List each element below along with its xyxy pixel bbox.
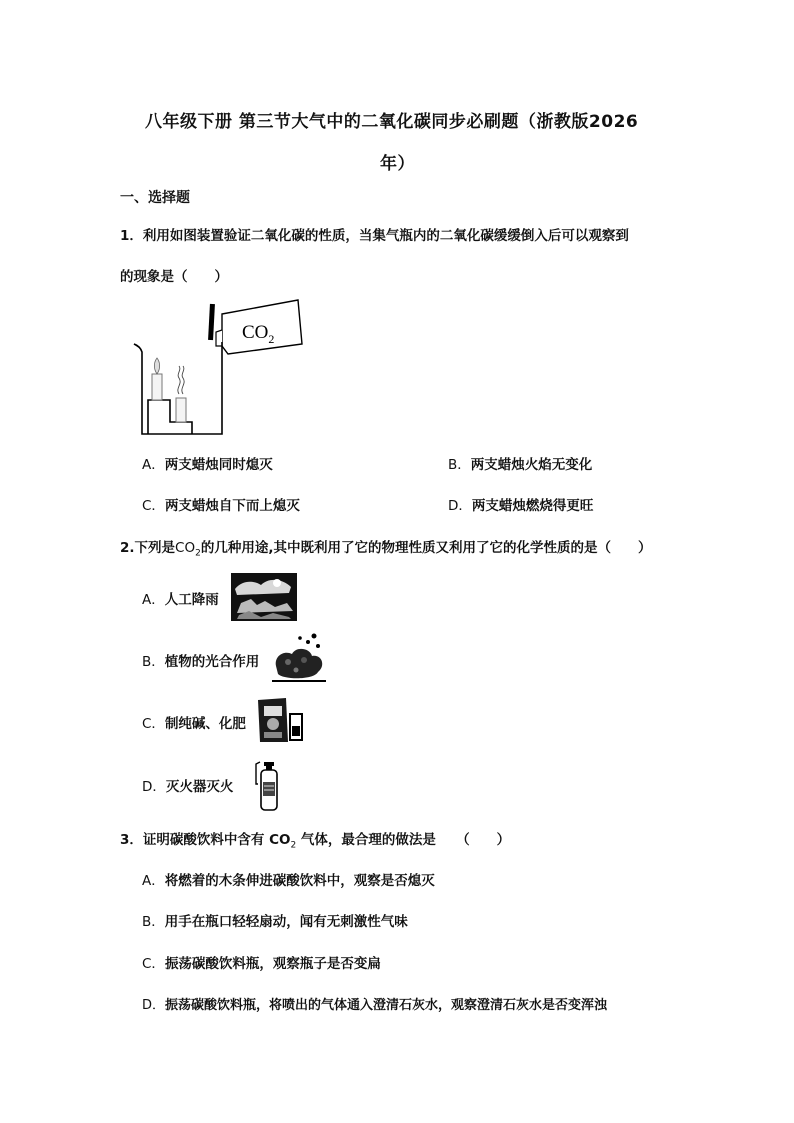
- candle-beaker-figure: [130, 296, 310, 441]
- upper-candle: [152, 374, 162, 400]
- question-2-stem: 2.下列是$CO_2$的几种用途,其中既利用了它的物理性质又利用了它的化学性质的是（ ）: [120, 540, 652, 559]
- q1-option-a[interactable]: A．两支蜡烛同时熄灭: [142, 457, 273, 473]
- question-1-stem: 1．利用如图装置验证二氧化碳的性质，当集气瓶内的二氧化碳缓缓倒入后可以观察到: [120, 228, 629, 244]
- co2-label: $CO_2$: [242, 322, 275, 346]
- q2-option-d[interactable]: D．灭火器灭火: [142, 779, 234, 795]
- q1-option-b[interactable]: B．两支蜡烛火焰无变化: [448, 457, 593, 473]
- lower-candle: [176, 398, 186, 422]
- q3-option-c[interactable]: C．振荡碳酸饮料瓶，观察瓶子是否变扁: [142, 956, 381, 972]
- glass-rod: [208, 304, 215, 340]
- q2-option-a[interactable]: A．人工降雨: [142, 592, 219, 608]
- question-1-stem-continued: 的现象是（ ）: [120, 269, 228, 285]
- fire-extinguisher-image: [252, 758, 284, 812]
- q3-option-a[interactable]: A．将燃着的木条伸进碳酸饮料中，观察是否熄灭: [142, 873, 435, 889]
- question-3-stem: 3．证明碳酸饮料中含有 $CO_2$ 气体，最合理的做法是 （ ）: [120, 832, 511, 851]
- artificial-rain-image: [231, 573, 297, 621]
- q3-option-b[interactable]: B．用手在瓶口轻轻扇动，闻有无刺激性气味: [142, 914, 408, 930]
- soda-fertilizer-image: [256, 696, 304, 744]
- q1-option-c[interactable]: C．两支蜡烛自下而上熄灭: [142, 498, 300, 514]
- section-heading: 一、选择题: [120, 190, 190, 206]
- q1-option-d[interactable]: D．两支蜡烛燃烧得更旺: [448, 498, 594, 514]
- page-title-continued: 年）: [380, 154, 415, 174]
- q2-option-b[interactable]: B．植物的光合作用: [142, 654, 260, 670]
- page-title: 八年级下册 第三节大气中的二氧化碳同步必刷题（浙教版2026: [145, 112, 639, 132]
- q2-option-c[interactable]: C．制纯碱、化肥: [142, 716, 246, 732]
- q3-option-d[interactable]: D．振荡碳酸饮料瓶，将喷出的气体通入澄清石灰水，观察澄清石灰水是否变浑浊: [142, 998, 608, 1013]
- plant-photosynthesis-image: [270, 630, 328, 686]
